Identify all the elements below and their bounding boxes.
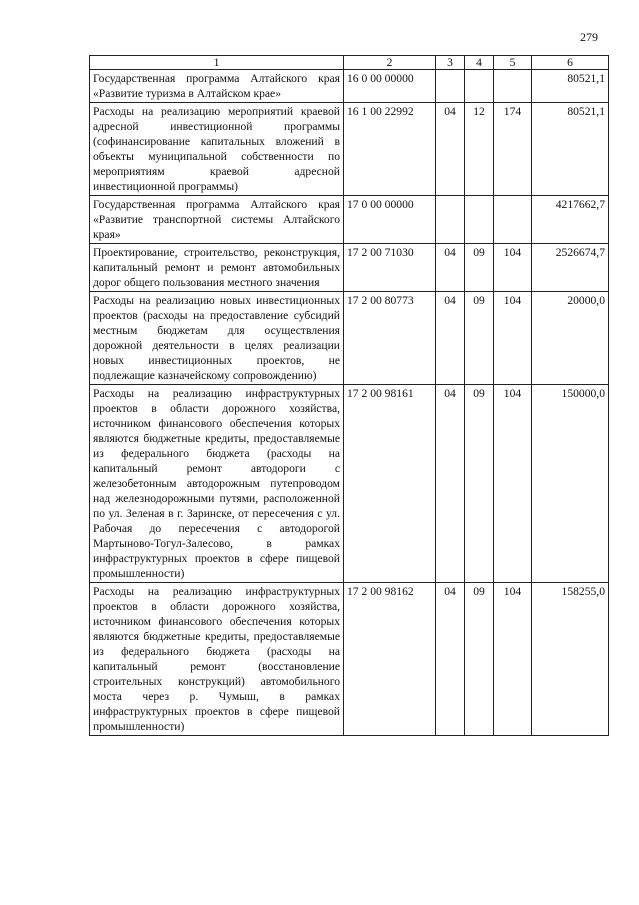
row-code: 16 1 00 22992 — [344, 103, 436, 196]
column-header-1: 1 — [90, 56, 344, 70]
row-amount: 2526674,7 — [532, 244, 609, 292]
row-amount: 150000,0 — [532, 385, 609, 583]
row-col3: 04 — [436, 583, 465, 736]
table-row — [90, 103, 609, 196]
row-col5: 104 — [494, 385, 532, 583]
column-header-4: 4 — [465, 56, 494, 70]
column-header-6: 6 — [532, 56, 609, 70]
table-row — [90, 196, 609, 244]
row-col5: 104 — [494, 583, 532, 736]
column-header-5: 5 — [494, 56, 532, 70]
row-col3: 04 — [436, 292, 465, 385]
table-row — [90, 244, 609, 292]
page-number: 279 — [580, 30, 598, 44]
row-col4 — [465, 196, 494, 244]
row-col3: 04 — [436, 103, 465, 196]
row-code: 17 2 00 71030 — [344, 244, 436, 292]
row-col3: 04 — [436, 385, 465, 583]
row-description: Расходы на реализацию инфраструктурных проектов в области дорожного хозяйства, источником финансового обеспечения которых являются бюджетные кредиты, предоставляемые из федерального бюджета (расходы на капитальный ремонт (восстановление строительных конструкций) автомобильного моста через р. Чумыш, в рамках инфраструктурных проектов в сфере пищевой промышленности) — [90, 583, 344, 736]
table-row — [90, 385, 609, 583]
row-col5 — [494, 196, 532, 244]
row-amount: 4217662,7 — [532, 196, 609, 244]
row-description: Расходы на реализацию новых инвестиционных проектов (расходы на предоставление субсидий местным бюджетам для осуществления дорожной деятельности в целях реализации новых инвестиционных проектов, не подлежащие казначейскому сопровождению) — [90, 292, 344, 385]
row-description: Расходы на реализацию инфраструктурных проектов в области дорожного хозяйства, источником финансового обеспечения которых являются бюджетные кредиты, предоставляемые из федерального бюджета (расходы на капитальный ремонт автодороги с железобетонным автодорожным путепроводом над железнодорожными путями, расположенной по ул. Зеленая в г. Заринске, от пересечения с ул. Рабочая до пересечения с автодорогой Мартыново-Тогул-Залесово, в рамках инфраструктурных проектов в сфере пищевой промышленности) — [90, 385, 344, 583]
row-col4 — [465, 70, 494, 103]
header-row — [90, 56, 609, 70]
row-code: 17 2 00 98161 — [344, 385, 436, 583]
row-col4: 09 — [465, 244, 494, 292]
row-description: Государственная программа Алтайского края «Развитие транспортной системы Алтайского края» — [90, 196, 344, 244]
table-row — [90, 70, 609, 103]
row-code: 17 2 00 80773 — [344, 292, 436, 385]
row-code: 17 2 00 98162 — [344, 583, 436, 736]
row-description: Государственная программа Алтайского края «Развитие туризма в Алтайском крае» — [90, 70, 344, 103]
table-row — [90, 583, 609, 736]
budget-table — [89, 55, 609, 736]
row-amount: 80521,1 — [532, 70, 609, 103]
row-description: Расходы на реализацию мероприятий краевой адресной инвестиционной программы (софинансирование капитальных вложений в объекты муниципальной собственности по мероприятиям краевой адресной инвестиционной программы) — [90, 103, 344, 196]
row-col3: 04 — [436, 244, 465, 292]
row-col5: 104 — [494, 292, 532, 385]
row-amount: 80521,1 — [532, 103, 609, 196]
row-col4: 09 — [465, 583, 494, 736]
row-col5 — [494, 70, 532, 103]
row-col4: 09 — [465, 385, 494, 583]
row-col5: 104 — [494, 244, 532, 292]
row-code: 17 0 00 00000 — [344, 196, 436, 244]
row-col3 — [436, 70, 465, 103]
row-code: 16 0 00 00000 — [344, 70, 436, 103]
row-description: Проектирование, строительство, реконструкция, капитальный ремонт и ремонт автомобильных дорог общего пользования местного значения — [90, 244, 344, 292]
row-col3 — [436, 196, 465, 244]
row-amount: 20000,0 — [532, 292, 609, 385]
row-col5: 174 — [494, 103, 532, 196]
column-header-2: 2 — [344, 56, 436, 70]
row-col4: 09 — [465, 292, 494, 385]
table-row — [90, 292, 609, 385]
row-col4: 12 — [465, 103, 494, 196]
column-header-3: 3 — [436, 56, 465, 70]
row-amount: 158255,0 — [532, 583, 609, 736]
